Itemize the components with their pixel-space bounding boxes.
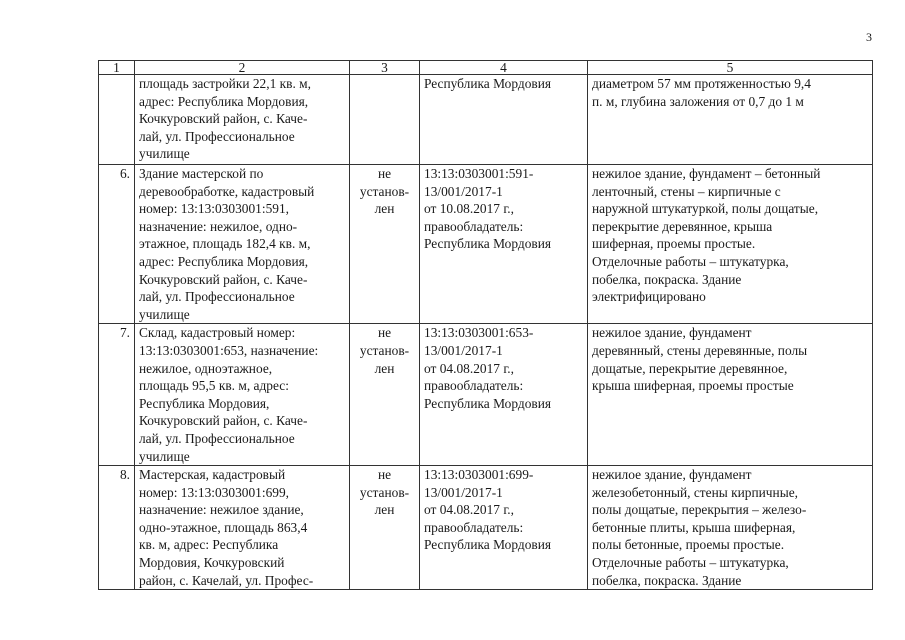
table-row [99, 324, 873, 466]
registration-record: 13:13:0303001:591- 13/001/2017-1 от 10.08.2017 г., правообладатель: Республика Мордовия [420, 165, 588, 324]
row-number [99, 75, 135, 165]
row-number: 6. [99, 165, 135, 324]
registration-record: 13:13:0303001:653- 13/001/2017-1 от 04.08.2017 г., правообладатель: Республика Мордовия [420, 324, 588, 466]
header-col-4: 4 [420, 61, 588, 75]
encumbrance-status: не установ- лен [350, 324, 420, 466]
object-description: Склад, кадастровый номер: 13:13:0303001:653, назначение: нежилое, одноэтажное, площадь 95,5 кв. м, адрес: Республика Мордовия, Кочкуровский район, с. Каче- лай, ул. Профессиональное училище [135, 324, 350, 466]
row-number: 7. [99, 324, 135, 466]
header-col-3: 3 [350, 61, 420, 75]
table-row [99, 75, 873, 165]
header-col-2: 2 [135, 61, 350, 75]
encumbrance-status: не установ- лен [350, 466, 420, 590]
object-characteristics: нежилое здание, фундамент деревянный, стены деревянные, полы дощатые, перекрытие деревянное, крыша шиферная, проемы простые [588, 324, 873, 466]
header-col-1: 1 [99, 61, 135, 75]
table-header-row [99, 61, 873, 75]
object-characteristics: нежилое здание, фундамент – бетонный ленточный, стены – кирпичные с наружной штукатуркой, полы дощатые, перекрытие деревянное, крыша шиферная, проемы простые. Отделочные работы – штукатурка, побелка, покраска. Здание электрифицировано [588, 165, 873, 324]
object-description: Здание мастерской по деревообработке, кадастровый номер: 13:13:0303001:591, назначение: нежилое, одно- этажное, площадь 182,4 кв. м, адрес: Республика Мордовия, Кочкуровский район, с. Каче- лай, ул. Профессиональное училище [135, 165, 350, 324]
table-row [99, 466, 873, 590]
encumbrance-status [350, 75, 420, 165]
object-characteristics: диаметром 57 мм протяженностью 9,4 п. м, глубина заложения от 0,7 до 1 м [588, 75, 873, 165]
header-col-5: 5 [588, 61, 873, 75]
property-table [98, 60, 873, 590]
row-number: 8. [99, 466, 135, 590]
encumbrance-status: не установ- лен [350, 165, 420, 324]
table-row [99, 165, 873, 324]
page-number: 3 [866, 30, 872, 44]
object-description: Мастерская, кадастровый номер: 13:13:0303001:699, назначение: нежилое здание, одно-этажное, площадь 863,4 кв. м, адрес: Республика Мордовия, Кочкуровский район, с. Качелай, ул. Профес- [135, 466, 350, 590]
registration-record: 13:13:0303001:699- 13/001/2017-1 от 04.08.2017 г., правообладатель: Республика Мордовия [420, 466, 588, 590]
object-characteristics: нежилое здание, фундамент железобетонный, стены кирпичные, полы дощатые, перекрытия – железо- бетонные плиты, крыша шиферная, полы бетонные, проемы простые. Отделочные работы – штукатурка, побелка, покраска. Здание [588, 466, 873, 590]
object-description: площадь застройки 22,1 кв. м, адрес: Республика Мордовия, Кочкуровский район, с. Каче- лай, ул. Профессиональное училище [135, 75, 350, 165]
registration-record: Республика Мордовия [420, 75, 588, 165]
